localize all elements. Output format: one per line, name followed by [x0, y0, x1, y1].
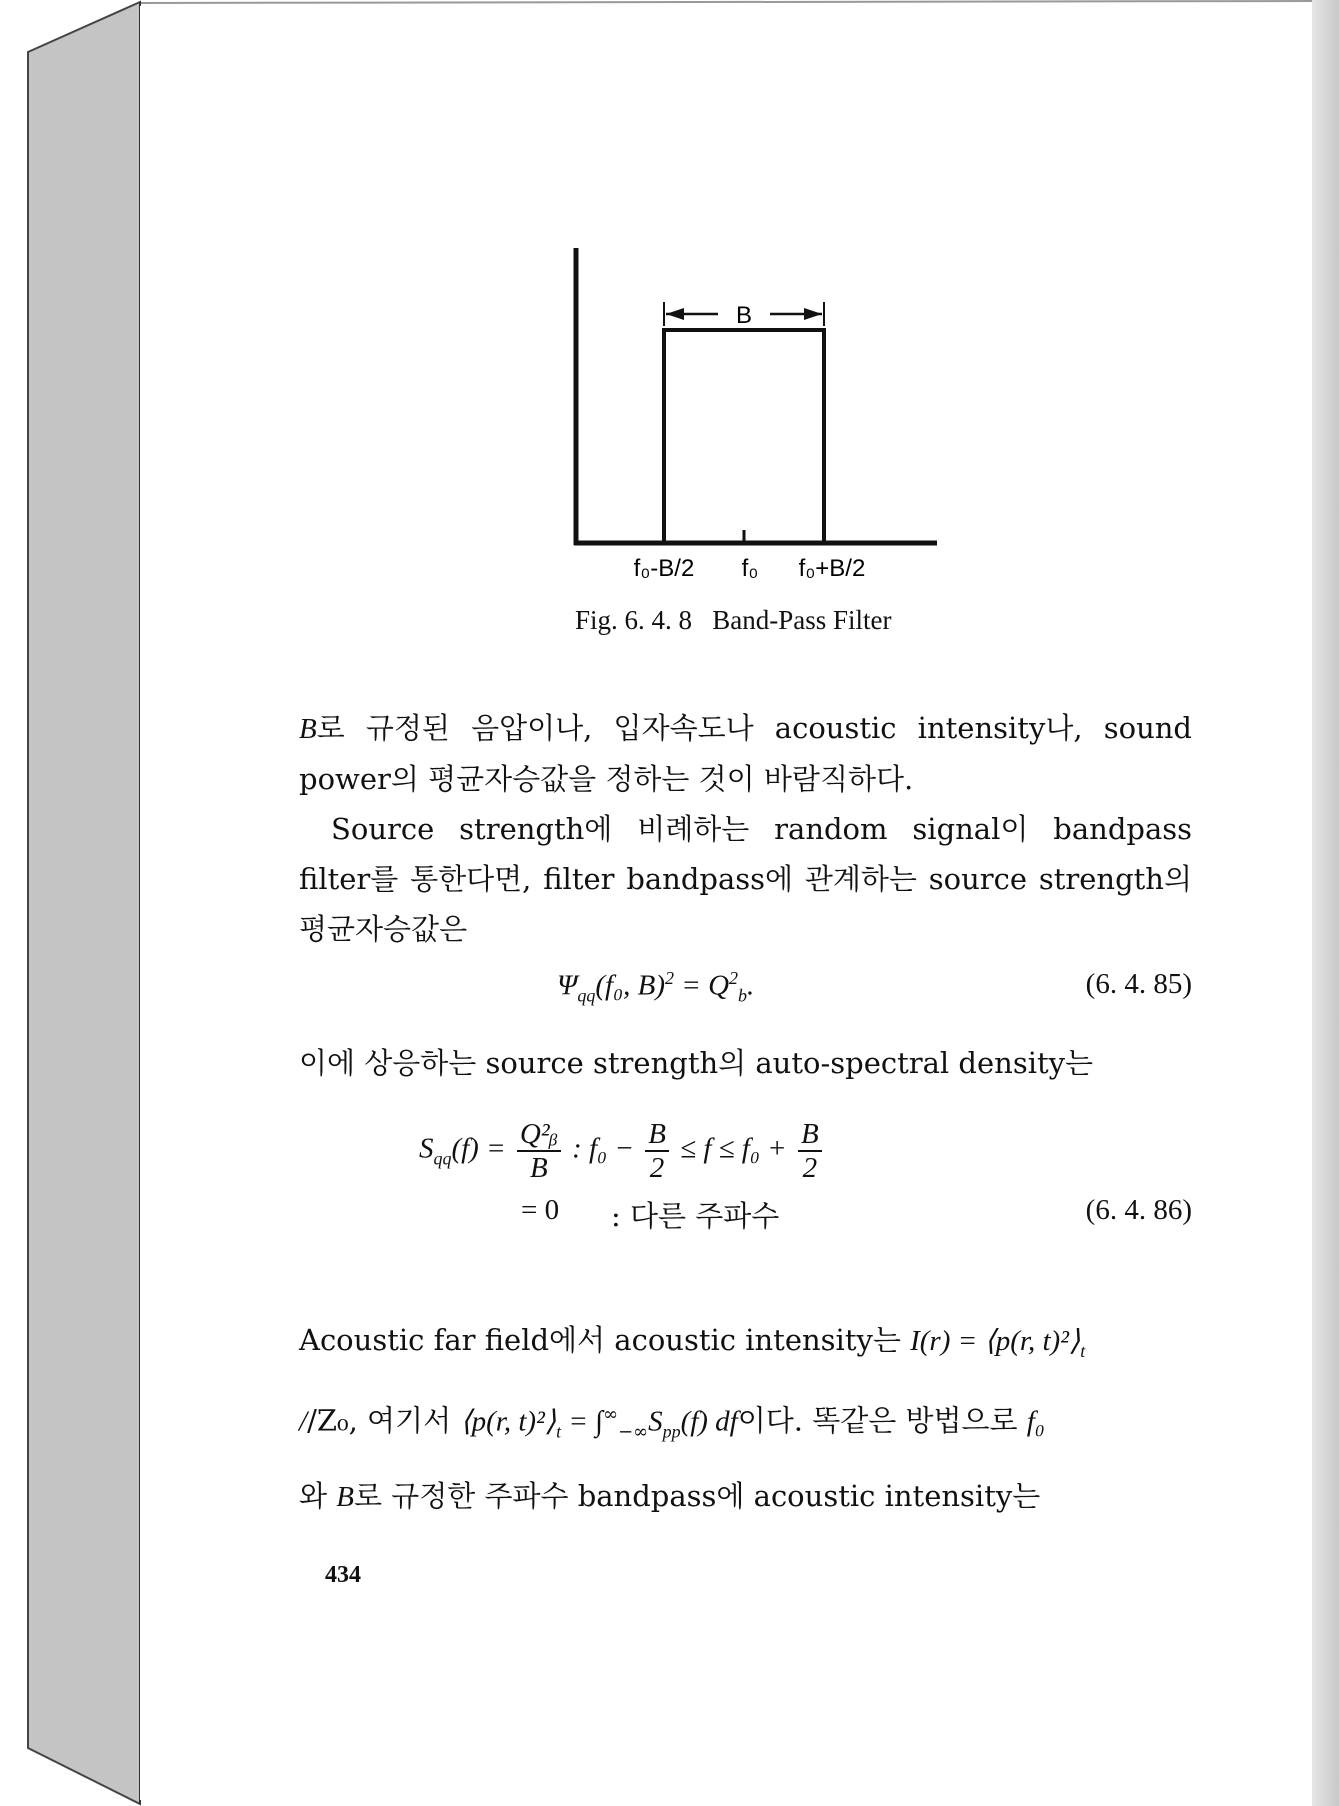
tick-label-left: f₀-B/2: [633, 555, 695, 580]
body-text-block-1: [299, 703, 1192, 954]
passband-rectangle: [664, 330, 824, 543]
tick-label-center: f₀: [741, 555, 759, 580]
paragraph-4-line-1: Acoustic far field에서 acoustic intensity는 I(r) = ⟨p(r, $t)^2⟩_t$: [299, 1323, 1086, 1361]
body-text-block-2: [299, 1038, 1192, 1088]
bandwidth-label: B: [735, 302, 753, 329]
paragraph-2: Source strength에 비례하는 random signal이 bandpass filter를 통한다면, filter bandpass에 관계하는 source strength의 평균자승값은: [299, 812, 1192, 946]
figure-caption-number: Fig. 6. 4. 8: [575, 605, 693, 635]
equation-6-4-86-line-1: $S_{qq}(f)$ = $\frac{\text{Q²ᵦ}}{B}$ : f₀ − $\frac{B}{2}$ ≤ f ≤ f₀ + $\frac{B}{2}$: [299, 1118, 1192, 1190]
equation-6-4-86-line-2: = 0 : 다른 주파수 (6. 4. 86): [521, 1194, 1192, 1233]
equation-number-86: (6. 4. 86): [1085, 1194, 1192, 1226]
page-number: 434: [325, 1562, 361, 1588]
equation-6-4-85: $\Psi_{qq}(f_0$, $B)^2 = Q^2_b$. (6. 4. 85): [557, 968, 1192, 1006]
body-text-block-3: [299, 1308, 1192, 1529]
band-pass-filter-figure: [560, 240, 960, 580]
paragraph-4-line-2: //Z₀, 여기서 ⟨p(r, $t)^2⟩_t = \int^\infty_{-\infty}S_{pp}(f)$ df이다. 똑같은 방법으로 f₀: [299, 1403, 1045, 1443]
paragraph-3: 이에 상응하는 source strength의 auto-spectral density는: [299, 1046, 1094, 1080]
figure-caption: [575, 605, 892, 636]
paragraph-4-line-3: 와 B로 규정한 주파수 bandpass에 acoustic intensity는: [299, 1479, 1041, 1514]
figure-caption-title: Band-Pass Filter: [712, 605, 892, 635]
equation-number-85: (6. 4. 85): [1085, 968, 1192, 1000]
paragraph-1: B로 규정된 음압이나, 입자속도나 acoustic intensity나, sound power의 평균자승값을 정하는 것이 바람직하다.: [299, 711, 1192, 796]
page-right-shadow: [1312, 0, 1339, 1806]
tick-label-right: f₀+B/2: [798, 555, 866, 580]
